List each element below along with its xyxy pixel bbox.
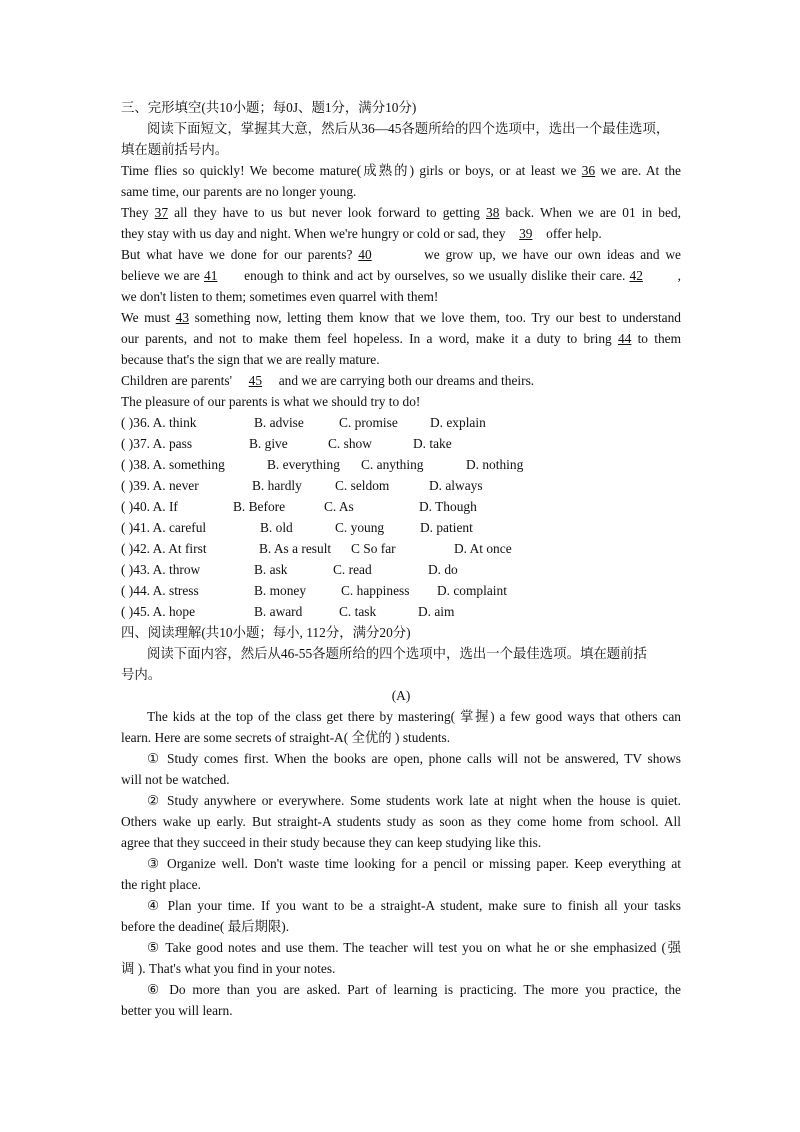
passage-line: because that's the sign that we are really mature. <box>121 352 380 367</box>
option-row-39: ( )39. A. never B. hardly C. seldom D. always <box>121 478 483 493</box>
section4-instruction: 阅读下面内容，然后从46-55各题所给的四个选项中，选出一个最佳选项。填在题前括 <box>147 646 647 661</box>
reading-line: Others wake up early. But straight-A students study as soon as they come home from school. All <box>121 814 681 829</box>
reading-line: will not be watched. <box>121 772 230 787</box>
passage-line: Time flies so quickly! We become mature(成熟的) girls or boys, or at least we 36 we are. At the <box>121 163 681 178</box>
blank-41: 41 <box>204 268 218 283</box>
reading-line: ① Study comes first. When the books are open, phone calls will not be answered, TV shows <box>147 751 681 766</box>
section4-heading: 四、阅读理解(共10小题；每小, 112分，满分20分) <box>121 625 411 640</box>
passage-line: But what have we done for our parents? 40 we grow up, we have our own ideas and we <box>121 244 681 265</box>
option-row-44: ( )44. A. stress B. money C. happiness D. complaint <box>121 583 507 598</box>
blank-40: 40 <box>358 247 372 262</box>
reading-line: 调 ). That's what you find in your notes. <box>121 961 336 976</box>
reading-line: ④ Plan your time. If you want to be a straight-A student, make sure to finish all your tasks <box>147 898 681 913</box>
option-row-42: ( )42. A. At first B. As a result C So far D. At once <box>121 541 512 556</box>
blank-36: 36 <box>581 163 596 178</box>
option-row-38: ( )38. A. something B. everything C. anything D. nothing <box>121 457 524 472</box>
passage-line: same time, our parents are no longer young. <box>121 184 357 199</box>
reading-line: before the deadine( 最后期限). <box>121 919 290 934</box>
section4-instruction-cont: 号内。 <box>121 667 162 682</box>
blank-39: 39 <box>519 226 533 241</box>
blank-44: 44 <box>617 331 632 346</box>
blank-43: 43 <box>175 310 190 325</box>
passage-line: our parents, and not to make them feel hopeless. In a word, make it a duty to bring 44 to them <box>121 331 682 346</box>
blank-38: 38 <box>486 205 500 220</box>
passage-line: We must 43 something now, letting them know that we love them, too. Try our best to understand <box>121 310 681 325</box>
option-row-36: ( )36. A. think B. advise C. promise D. explain <box>121 415 486 430</box>
section3-instruction: 阅读下面短文，掌握其大意，然后从36—45各题所给的四个选项中，选出一个最佳选项， <box>147 121 670 136</box>
passage-line: they stay with us day and night. When we're hungry or cold or sad, they 39 offer help. <box>121 223 681 244</box>
reading-line: ③ Organize well. Don't waste time looking for a pencil or missing paper. Keep everything at <box>147 856 681 871</box>
option-row-41: ( )41. A. careful B. old C. young D. patient <box>121 520 473 535</box>
section3-instruction-cont: 填在题前括号内。 <box>121 142 229 157</box>
option-row-45: ( )45. A. hope B. award C. task D. aim <box>121 604 455 619</box>
option-row-43: ( )43. A. throw B. ask C. read D. do <box>121 562 458 577</box>
passage-line: believe we are 41 enough to think and act by ourselves, so we usually dislike their care. 42 , <box>121 265 681 286</box>
passage-label: (A) <box>391 688 411 703</box>
reading-line: The kids at the top of the class get there by mastering( 掌握) a few good ways that others can <box>147 709 681 724</box>
blank-45: 45 <box>248 373 263 388</box>
reading-line: agree that they succeed in their study because they can keep studying like this. <box>121 835 542 850</box>
passage-line: They 37 all they have to us but never look forward to getting 38 back. When we are 01 in bed, <box>121 205 681 220</box>
reading-line: ② Study anywhere or everywhere. Some students work late at night when the house is quiet. <box>147 793 681 808</box>
exam-page <box>121 97 681 1021</box>
blank-42: 42 <box>629 268 643 283</box>
reading-line: learn. Here are some secrets of straight-A( 全优的 ) students. <box>121 730 451 745</box>
option-row-37: ( )37. A. pass B. give C. show D. take <box>121 436 452 451</box>
passage-line: we don't listen to them; sometimes even quarrel with them! <box>121 289 439 304</box>
passage-line: Children are parents' 45 and we are carrying both our dreams and theirs. <box>121 370 681 391</box>
passage-line: The pleasure of our parents is what we should try to do! <box>121 394 421 409</box>
reading-line: the right place. <box>121 877 201 892</box>
option-row-40: ( )40. A. If B. Before C. As D. Though <box>121 499 477 514</box>
reading-line: better you will learn. <box>121 1003 233 1018</box>
blank-37: 37 <box>154 205 169 220</box>
reading-line: ⑥ Do more than you are asked. Part of learning is practicing. The more you practice, the <box>147 982 681 997</box>
reading-line: ⑤ Take good notes and use them. The teacher will test you on what he or she emphasized (强 <box>147 940 681 955</box>
section3-heading: 三、完形填空(共10小题；每0J、题1分，满分10分) <box>121 100 417 115</box>
